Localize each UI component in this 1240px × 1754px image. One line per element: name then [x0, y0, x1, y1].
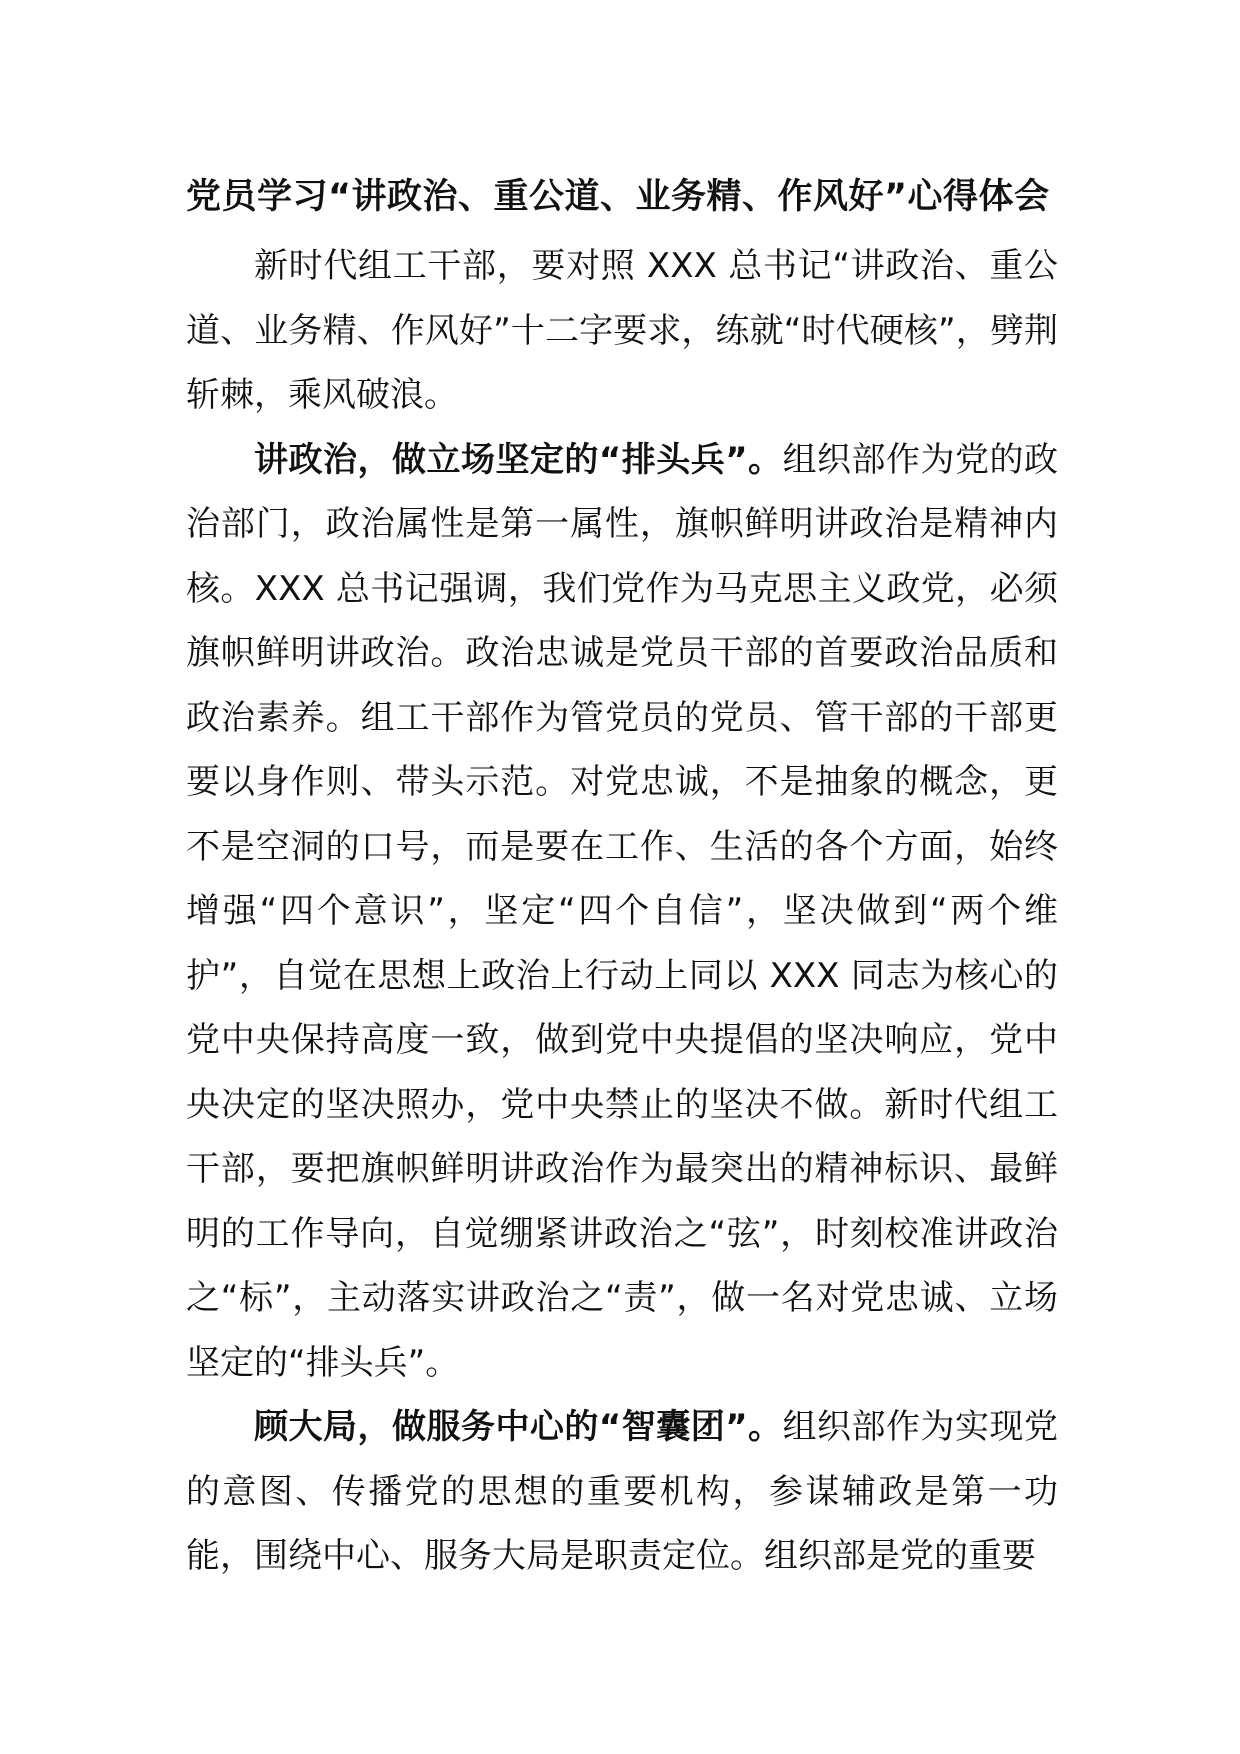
paragraph-intro — [186, 234, 1058, 428]
paragraph-lead: 顾大局，做服务中心的“智囊团”。 — [254, 1407, 783, 1447]
paragraph-text: 新时代组工干部，要对照 XXX 总书记“讲政治、重公道、业务精、作风好”十二字要求，练就“时代硬核”，劈荆斩棘，乘风破浪。 — [186, 246, 1058, 415]
document-body — [186, 234, 1058, 1589]
paragraph-politics — [186, 428, 1058, 1396]
paragraph-overall-situation — [186, 1395, 1058, 1589]
document-title: 党员学习“讲政治、重公道、业务精、作风好”心得体会 — [186, 177, 1050, 217]
paragraph-text: 组织部作为实现党的意图、传播党的思想的重要机构，参谋辅政是第一功能，围绕中心、服务大局是职责定位。组织部是党的重要 — [186, 1407, 1059, 1576]
paragraph-lead: 讲政治，做立场坚定的“排头兵”。 — [254, 439, 783, 480]
paragraph-text: 组织部作为党的政治部门，政治属性是第一属性，旗帜鲜明讲政治是精神内核。XXX 总书记强调，我们党作为马克思主义政党，必须旗帜鲜明讲政治。政治忠诚是党员干部的首要政治品质和政治素养。组工干部作为管党员的党员、管干部的干部更要以身作则、带头示范。对党忠诚，不是抽象的概念，更不是空洞的口号，而是要在工作、生活的各个方面，始终增强“四个意识”，坚定“四个自信”，坚决做到“两个维护”，自觉在思想上政治上行动上同以 XXX 同志为核心的党中央保持高度一致，做到党中央提倡的坚决响应，党中央决定的坚决照办，党中央禁止的坚决不做。新时代组工干部，要把旗帜鲜明讲政治作为最突出的精神标识、最鲜明的工作导向，自觉绷紧讲政治之“弦”，时刻校准讲政治之“标”，主动落实讲政治之“责”，做一名对党忠诚、立场坚定的“排头兵”。 — [186, 439, 1059, 1383]
